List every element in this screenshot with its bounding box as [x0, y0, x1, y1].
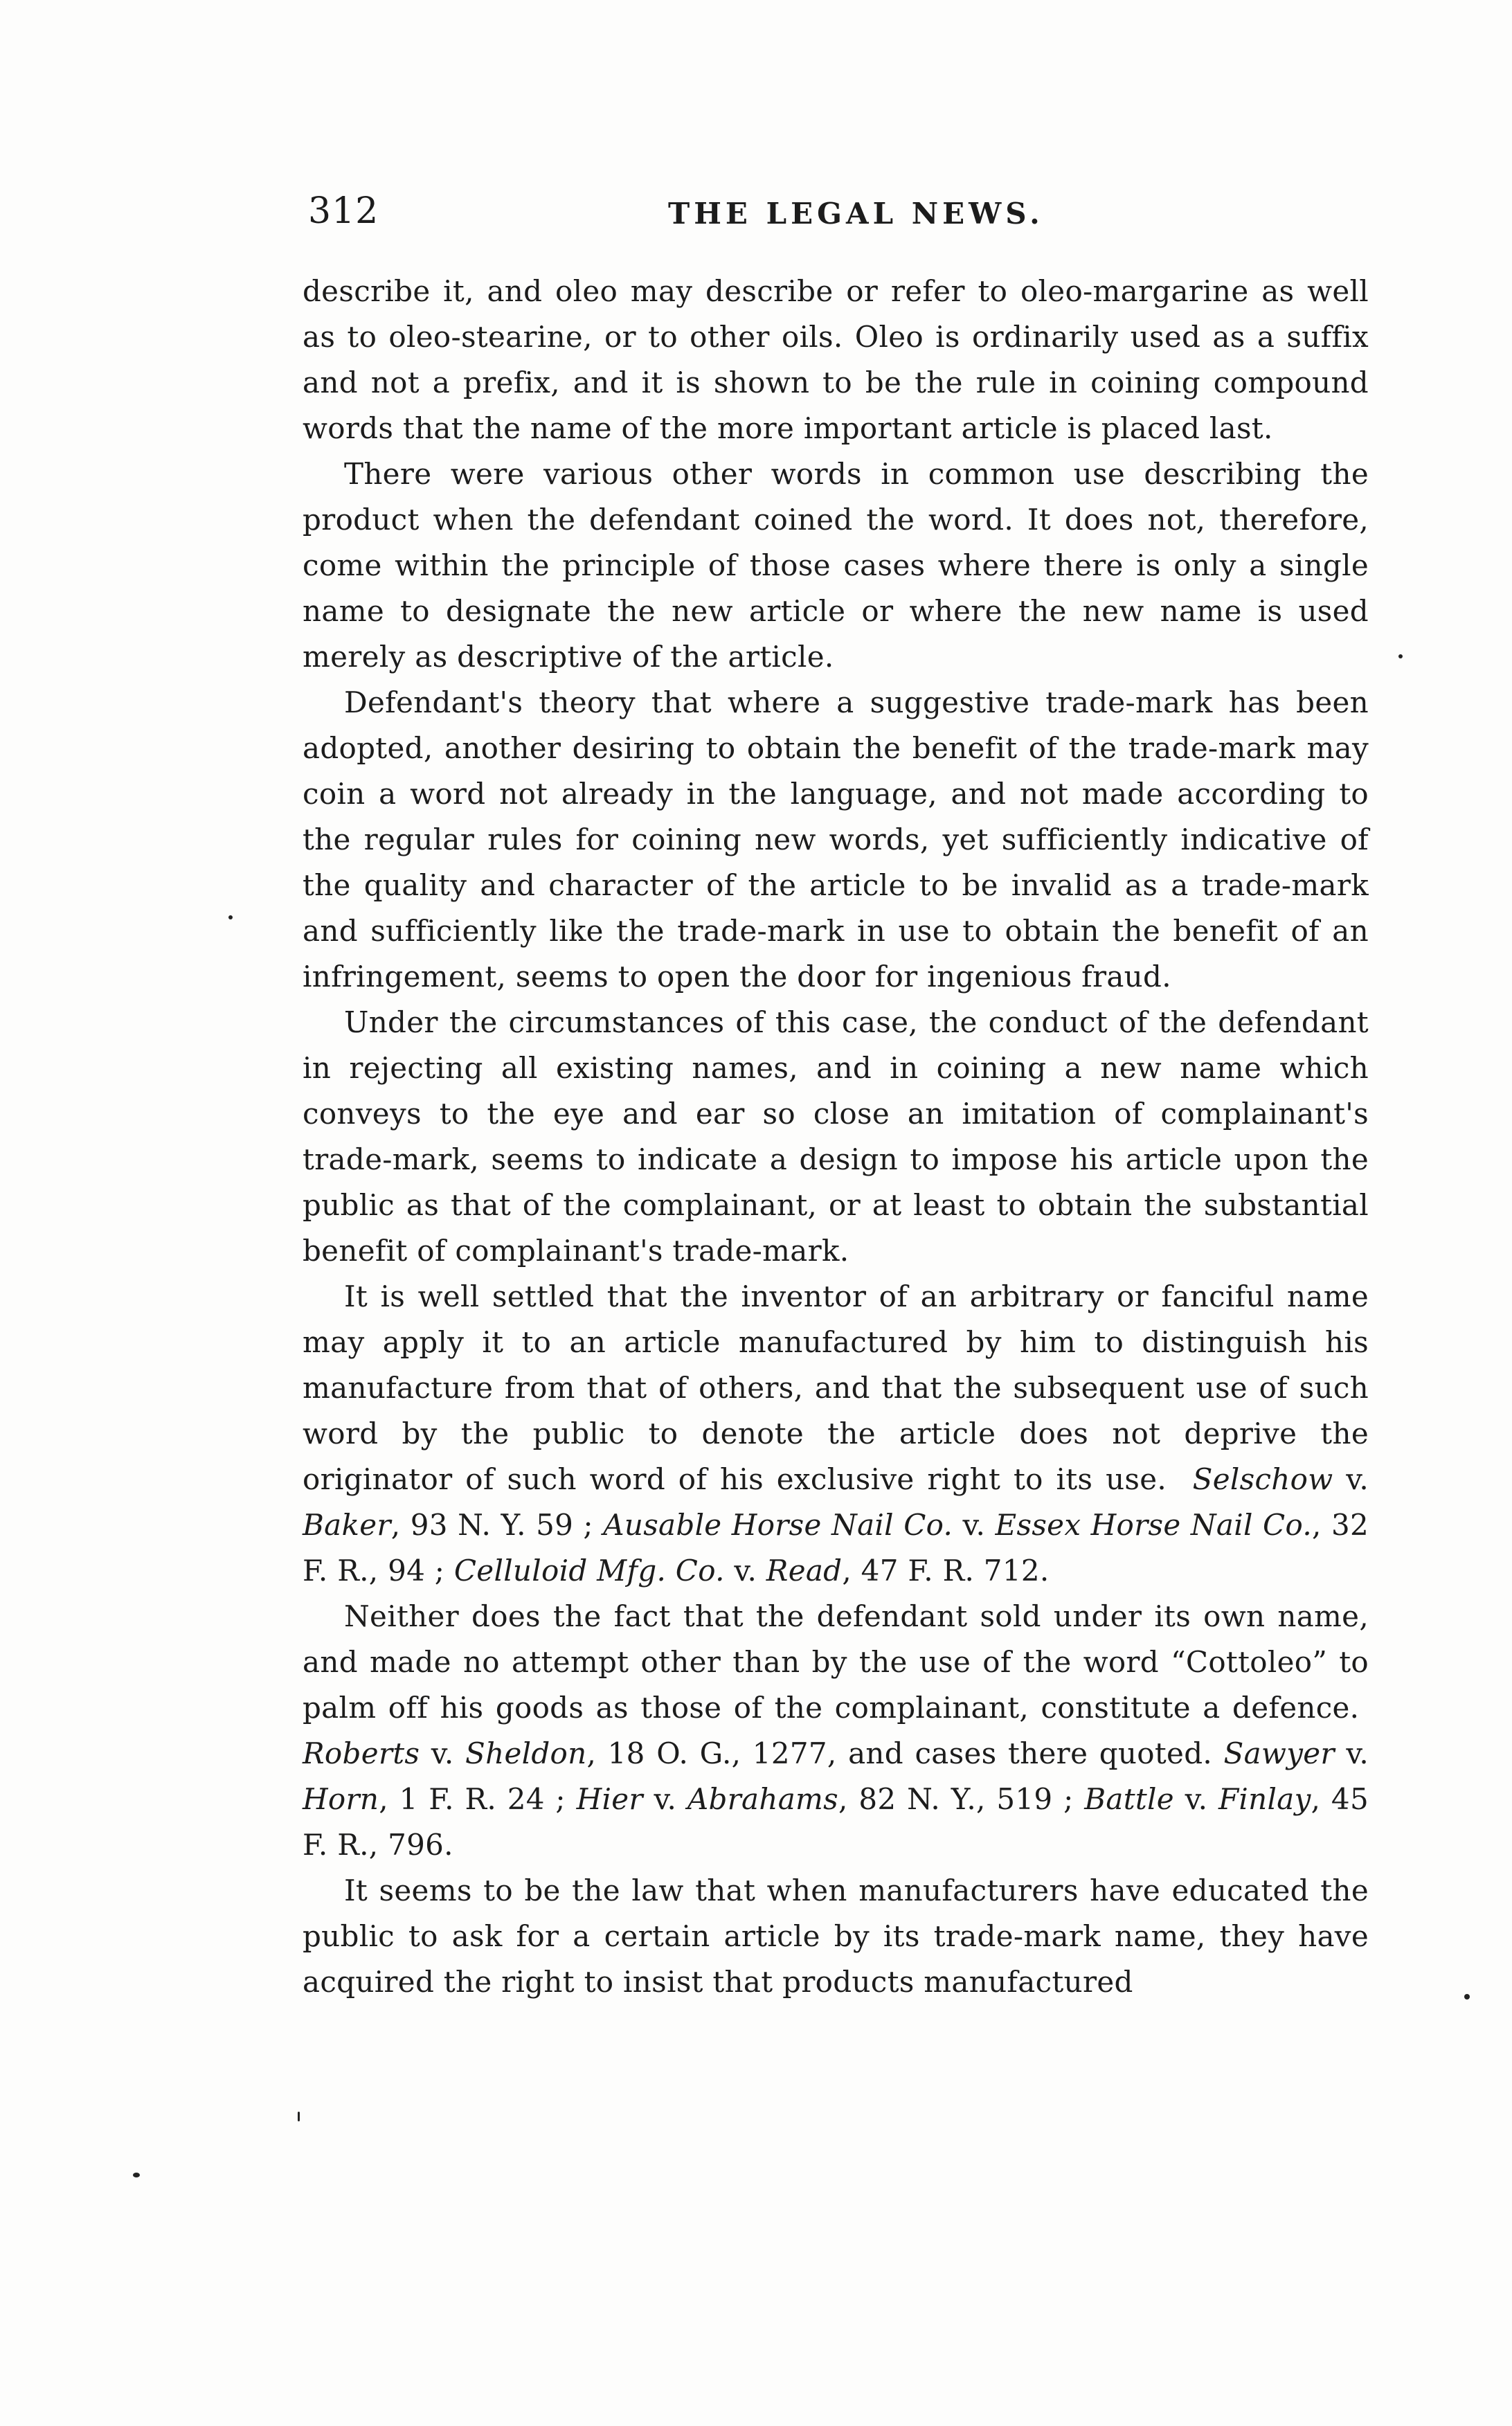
- page-header: [308, 190, 1360, 232]
- running-head: THE LEGAL NEWS.: [668, 197, 1044, 231]
- citation-case-a: Hier: [576, 1782, 643, 1816]
- citation-reference: , 45 F. R., 796.: [303, 1782, 1369, 1862]
- paragraph-3: [303, 680, 1369, 1000]
- paragraph-6-text: Neither does the fact that the defendant sold under its own name, and made no attempt other than by the use of the word “Cottoleo” to palm off his goods as those of the complainant, constitute a defence.: [303, 1599, 1369, 1725]
- citation-case-b: Abrahams: [687, 1782, 839, 1816]
- citation-reference: , 47 F. R. 712.: [842, 1554, 1050, 1588]
- paragraph-1-text: describe it, and oleo may describe or refer to oleo-margarine as well as to oleo-stearine, or to other oils. Oleo is ordinarily used as a suffix and not a prefix, and it is shown to be the rule in coining compound words that the name of the more important article is placed last.: [303, 274, 1369, 445]
- paragraph-2: [303, 451, 1369, 680]
- page-number: 312: [308, 190, 379, 232]
- citation-reference: , 18 O. G., 1277, and cases there quoted.: [586, 1736, 1224, 1770]
- scan-speck: [298, 2112, 300, 2121]
- citation-versus: v.: [1346, 1462, 1369, 1496]
- scan-speck: [228, 915, 233, 919]
- citation-reference: , 32 F. R., 94 ;: [303, 1508, 1369, 1588]
- citation-case-a: Roberts: [303, 1736, 420, 1770]
- citation-versus: v.: [734, 1554, 757, 1588]
- citation-reference: , 93 N. Y. 59 ;: [390, 1508, 604, 1542]
- citation-case-b: Sheldon: [465, 1736, 587, 1770]
- citation-case-b: Horn: [303, 1782, 379, 1816]
- paragraph-7-text: It seems to be the law that when manufacturers have educated the public to ask for a certain article by its trade-mark name, they have acquired the right to insist that products manufactured: [303, 1874, 1369, 1999]
- scan-speck: [1464, 1994, 1470, 2000]
- scan-speck: [133, 2173, 140, 2177]
- citation-versus: v.: [1185, 1782, 1208, 1816]
- paragraph-3-text: Defendant's theory that where a suggestive trade-mark has been adopted, another desiring to obtain the benefit of the trade-mark may coin a word not already in the language, and not made according to the regular rules for coining new words, yet sufficiently indicative of the quality and character of the article to be invalid as a trade-mark and sufficiently like the trade-mark in use to obtain the benefit of an infringement, seems to open the door for ingenious fraud.: [303, 685, 1369, 994]
- citation-versus: v.: [1346, 1736, 1369, 1770]
- citation-reference: , 82 N. Y., 519 ;: [838, 1782, 1085, 1816]
- paragraph-2-text: There were various other words in common use describing the product when the defendant coined the word. It does not, therefore, come within the principle of those cases where there is only a single name to designate the new article or where the new name is used merely as descriptive of the article.: [303, 457, 1369, 674]
- citation-case-a: Sawyer: [1223, 1736, 1335, 1770]
- citation-case-a: Selschow: [1192, 1462, 1333, 1496]
- citation-case-b: Baker: [303, 1508, 391, 1542]
- citation-versus: v.: [654, 1782, 677, 1816]
- paragraph-5-text: It is well settled that the inventor of an arbitrary or fanciful name may apply it to an article manufactured by him to distinguish his manufacture from that of others, and that the subsequent use of such word by the public to denote the article does not deprive the originator of such word of his exclusive right to its use.: [303, 1279, 1369, 1496]
- citation-case-a: Ausable Horse Nail Co.: [603, 1508, 953, 1542]
- paragraph-5: [303, 1274, 1369, 1594]
- body-text: [303, 269, 1369, 2005]
- citation-case-a: Celluloid Mfg. Co.: [453, 1554, 725, 1588]
- citation-case-b: Finlay: [1218, 1782, 1311, 1816]
- citation-case-b: Essex Horse Nail Co.: [995, 1508, 1312, 1542]
- paragraph-4-text: Under the circumstances of this case, the conduct of the defendant in rejecting all existing names, and in coining a new name which conveys to the eye and ear so close an imitation of complainant's trade-mark, seems to indicate a design to impose his article upon the public as that of the complainant, or at least to obtain the substantial benefit of complainant's trade-mark.: [303, 1005, 1369, 1268]
- paragraph-4: [303, 1000, 1369, 1274]
- citation-case-a: Battle: [1084, 1782, 1174, 1816]
- citation-case-b: Read: [766, 1554, 843, 1588]
- paragraph-7: [303, 1868, 1369, 2005]
- citation-versus: v.: [962, 1508, 986, 1542]
- citation-reference: , 1 F. R. 24 ;: [379, 1782, 577, 1816]
- citation-versus: v.: [431, 1736, 454, 1770]
- paragraph-1: [303, 269, 1369, 451]
- paragraph-6: [303, 1594, 1369, 1868]
- scan-speck: [1398, 654, 1403, 658]
